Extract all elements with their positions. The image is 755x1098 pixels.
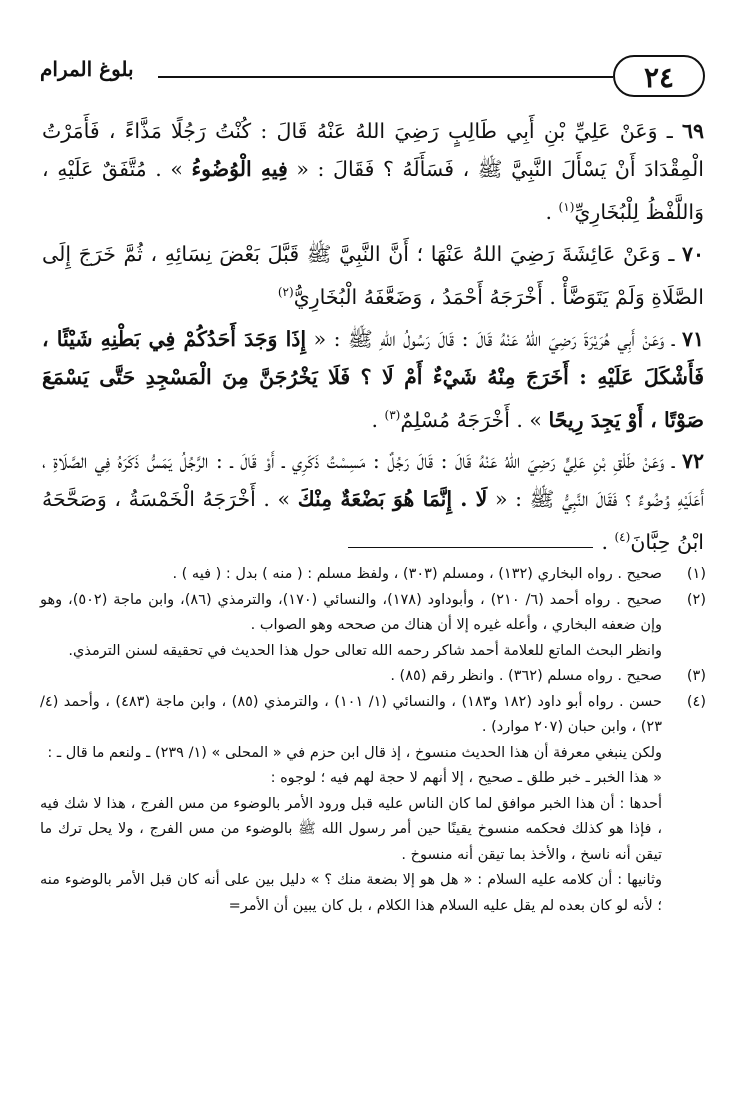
hadith-text: ـ وَعَنْ طَلْقِ بْنِ عَلِيٍّ رَضِيَ اللهُ عَنْهُ قَالَ : قَالَ رَجُلٌ : مَسِسْتُ ذَكَرِي ـ أَوْ قَالَ ـ : الرَّجُلُ يَمَسُّ ذَكَرَهُ فِي الصَّلَاةِ ، أَعَلَيْهِ وُضُوءٌ ؟ فَقَالَ النَّبِيُّ ﷺ : « [42, 449, 704, 512]
hadith-number: ٦٩ [681, 119, 704, 143]
footnote-separator [348, 547, 593, 548]
hadith-number: ٧٢ [681, 449, 704, 474]
hadith-text: . [545, 199, 559, 224]
footnote-ref: (١) [558, 200, 575, 214]
hadith-text: » . أَخْرَجَهُ الْخَمْسَةُ ، وَصَحَّحَهُ ابْنُ حِبَّانَ [42, 487, 704, 555]
footnote-quote: « هذا الخبر ـ خبر طلق ـ صحيح ، إلا أنهم لا حجة لهم فيه ؛ لوجوه : [270, 770, 662, 786]
hadith-text: . [371, 407, 385, 432]
hadith-text: » . مُتَّفَقٌ عَلَيْهِ ، وَاللَّفْظُ لِلْبُخَارِيِّ [42, 157, 704, 224]
footnote-number: (٤) [686, 693, 706, 710]
footnote-number: (٣) [686, 668, 706, 684]
footnote-ref: (٤) [614, 530, 631, 545]
footnote-paragraph: ولكن ينبغي معرفة أن هذا الحديث منسوخ ، إذ قال ابن حزم في « المحلى » (١/ ٢٣٩) ـ ولنعم ما قال ـ : [47, 744, 662, 761]
footnote-text: صحيح . رواه أحمد (٦/ ٢١٠) ، وأبوداود (١٧٨)، والنسائي (١٧٠)، والترمذي (٨٦)، وابن ماجة (٥٠٢)، وهو وإن ضعفه البخاري ، وأعله غيره إلا أن هناك من صححه وهو الصواب . [40, 591, 662, 633]
page-number: ٢٤ [613, 55, 705, 97]
hadith-number: ٧٠ [681, 241, 704, 266]
footnote-text: صحيح . رواه البخاري (١٣٢) ، ومسلم (٣٠٣) ، ولفظ مسلم : ( منه ) بدل : ( فيه ) . [172, 566, 662, 582]
hadith-text: » . أَخْرَجَهُ مُسْلِمٌ [400, 407, 549, 432]
footnotes [40, 562, 706, 919]
page-header [40, 55, 705, 105]
footnote-2 [40, 588, 706, 639]
footnote-text: صحيح . رواه مسلم (٣٦٢) . وانظر رقم (٨٥) . [390, 668, 662, 684]
hadith-section [42, 112, 704, 565]
book-title: بلوغ المرام [40, 57, 134, 81]
prophetic-saying: فِيهِ الْوُضُوءُ [191, 157, 288, 181]
footnote-text: حسن . رواه أبو داود (١٨٢ و١٨٣) ، والنسائي (١/ ١٠١) ، والترمذي (٨٥) ، وابن ماجة (٤٨٣) ، وأحمد (٤/ ٢٣) ، وابن حبان (٢٠٧ موارد) . [40, 693, 662, 735]
hadith-number: ٧١ [681, 326, 705, 351]
footnote-4 [40, 690, 706, 741]
hadith-70 [42, 235, 704, 316]
prophetic-saying: إِذَا وَجَدَ أَحَدُكُمْ فِي بَطْنِهِ شَيْئًا ، فَأَشْكَلَ عَلَيْهِ : أَخَرَجَ مِنْهُ شَيْءٌ أَمْ لَا ؟ فَلَا يَخْرُجَنَّ مِنَ الْمَسْجِدِ حَتَّى يَسْمَعَ صَوْتًا ، أَوْ يَجِدَ رِيحًا [42, 326, 704, 432]
footnote-paragraph: أحدها : أن هذا الخبر موافق لما كان الناس عليه قبل ورود الأمر بالوضوء من مس الفرج ، هذا لا شك فيه ، فإذا هو كذلك فحكمه منسوخ يقينًا حين أمر رسول الله ﷺ بالوضوء من مس الفرج ، ولا يحل ترك ما تيقن أنه ناسخ ، والأخذ بما تيقن أنه منسوخ . [40, 795, 662, 863]
footnote-1 [40, 562, 706, 588]
footnote-number: (٢) [686, 591, 706, 608]
hadith-71 [42, 320, 704, 439]
footnote-ref: (٢) [277, 284, 294, 299]
hadith-text: ـ وَعَنْ عَائِشَةَ رَضِيَ اللهُ عَنْهَا ؛ أَنَّ النَّبِيَّ ﷺ قَبَّلَ بَعْضَ نِسَائِهِ ، ثُمَّ خَرَجَ إِلَى الصَّلَاةِ وَلَمْ يَتَوَضَّأْ . أَخْرَجَهُ أَحْمَدُ ، وَضَعَّفَهُ الْبُخَارِيُّ [42, 241, 704, 309]
footnote-paragraph: وثانيها : أن كلامه عليه السلام : « هل هو إلا بضعة منك ؟ » دليل بين على أنه كان قبل الأمر بالوضوء منه ؛ لأنه لو كان بعده لم يقل عليه السلام هذا الكلام ، بل كان يبين أن الأمر= [40, 872, 662, 914]
footnote-3 [40, 664, 706, 690]
footnote-number: (١) [686, 566, 706, 582]
hadith-text: . [601, 530, 615, 555]
header-rule [158, 76, 613, 78]
footnote-paragraph: وانظر البحث الماتع للعلامة أحمد شاكر رحمه الله تعالى حول هذا الحديث في تحقيقه لسنن الترمذي. [68, 642, 662, 659]
footnote-ref: (٣) [384, 407, 401, 422]
hadith-text: ـ وَعَنْ عَلِيِّ بْنِ أَبِي طَالِبٍ رَضِيَ اللهُ عَنْهُ قَالَ : كُنْتُ رَجُلًا مَذَّاءً ، فَأَمَرْتُ الْمِقْدَادَ أَنْ يَسْأَلَ النَّبِيَّ ﷺ ، فَسَأَلَهُ ؟ فَقَالَ : « [42, 119, 704, 181]
prophetic-saying: لَا . إِنَّمَا هُوَ بَضْعَةٌ مِنْكَ [297, 487, 488, 512]
hadith-69 [42, 112, 704, 231]
hadith-text: ـ وَعَنْ أَبِي هُرَيْرَةَ رَضِيَ اللهُ عَنْهُ قَالَ : قَالَ رَسُولُ اللهِ ﷺ : « [306, 326, 682, 351]
hadith-72 [42, 442, 704, 561]
